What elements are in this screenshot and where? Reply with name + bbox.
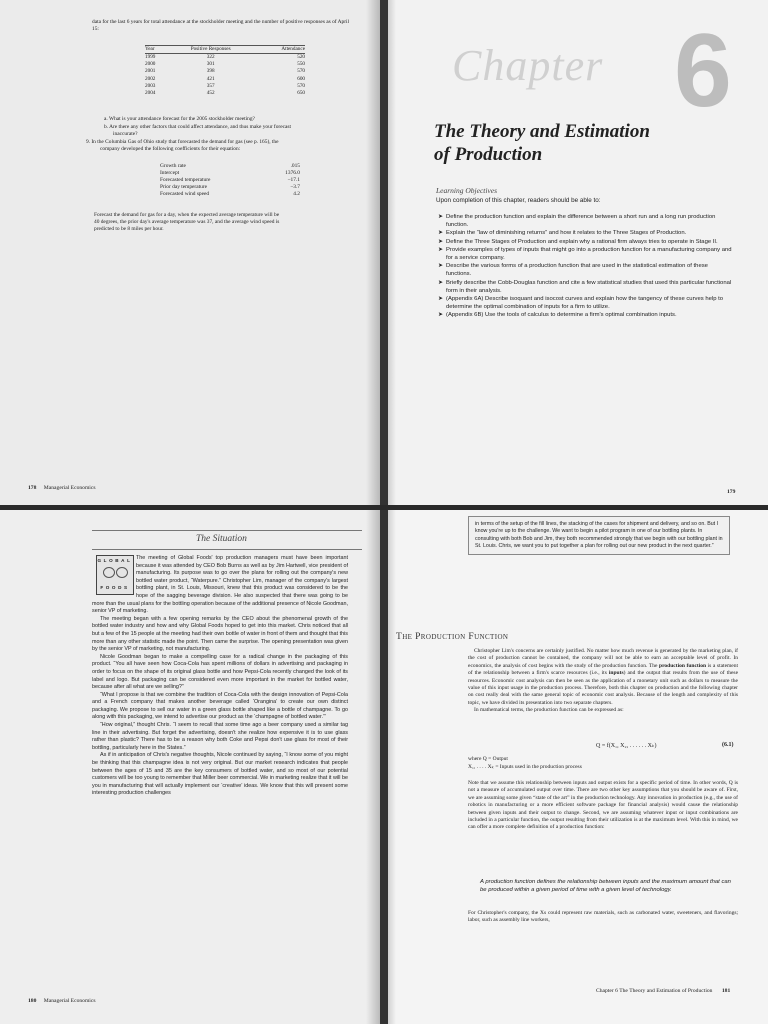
- table-cell: 2004: [145, 90, 156, 97]
- situation-continued-box: in terms of the setup of the fill lines, the stacking of the cases for shipment and delivery, and so on. But I know you're up to the challenge. We want to begin a pilot program in one of our bottling plants. In consulting with both Bob and Jim, they both recommended strongly that we begin with our bottling plant in St. Louis. Chris, we want you to put together a plan for rolling out our new product in the next quarter.”: [468, 516, 730, 555]
- arrow-bullet-icon: ➤: [438, 230, 443, 237]
- chapter-title: [434, 120, 650, 166]
- forecast-line1: Forecast the demand for gas for a day, when the expected average temperature will be: [94, 212, 280, 218]
- situation-paragraph: As if in anticipation of Chris's negative thoughts, Nicole continued by saying, “I know some of you might be thinking that this champagne idea is not very original. But our market research indicates that people between the ages of 15 and 35 are the key consumers of bottled water, and so most of our potential customers will be too young to remember that Miller beer commercial. We in marketing realize that it will be you in manufacturing that will actually implement our ‘creative’ ideas. We know that this will present some interesting production challenges: [92, 752, 348, 797]
- section-heading: The Production Function: [396, 632, 509, 642]
- equation: Q = f(X₁, X₂, . . . . . . Xₖ): [596, 743, 657, 749]
- table-row: [145, 90, 305, 97]
- table-row: [145, 68, 305, 75]
- coefficient-value: −17.1: [287, 177, 300, 184]
- objective-item: [438, 295, 734, 311]
- table-cell: 421: [206, 75, 215, 82]
- page-180: [0, 508, 384, 1024]
- objective-text: (Appendix 6A) Describe isoquant and isocost curves and explain how the tangency of these curves help to determine the optimal combination of inputs for a firm to utilize.: [446, 296, 724, 311]
- table-cell: 570: [297, 68, 305, 75]
- objective-item: [438, 213, 734, 229]
- page-footer: [596, 988, 730, 994]
- table-cell: 2003: [145, 82, 156, 89]
- coefficients-list: [160, 163, 300, 198]
- page-178: [0, 0, 384, 508]
- logo-top-text: GLOBAL: [97, 558, 133, 563]
- situation-body: [92, 555, 348, 798]
- coefficient-name: Forecasted wind speed: [160, 191, 210, 198]
- table-cell: 2000: [145, 61, 156, 68]
- table-cell: 322: [206, 54, 215, 60]
- arrow-bullet-icon: ➤: [438, 279, 443, 286]
- running-head: Managerial Economics: [43, 998, 96, 1004]
- table-row: [145, 61, 305, 68]
- situation-top-rule: [92, 530, 362, 531]
- objective-text: Describe the various forms of a production function that are used in the statistical estimation of these functions.: [446, 263, 708, 278]
- table-row: [145, 76, 305, 83]
- objective-item: [438, 229, 734, 237]
- table-cell: 452: [206, 90, 215, 97]
- col-positive-responses: Positive Responses: [167, 46, 253, 54]
- table-intro: data for the last 6 years for total attendance at the stockholder meeting and the number of positive responses as of April 15:: [92, 19, 350, 33]
- arrow-bullet-icon: ➤: [438, 263, 443, 270]
- objective-text: Define the production function and explain the difference between a short run and a long run production function.: [446, 214, 716, 229]
- coefficient-value: −3.7: [290, 184, 300, 191]
- running-head: Managerial Economics: [43, 485, 96, 491]
- situation-bottom-rule: [92, 549, 362, 550]
- arrow-bullet-icon: ➤: [438, 296, 443, 303]
- table-cell: 520: [297, 54, 305, 60]
- objectives-list: [438, 213, 734, 320]
- table-row: [145, 54, 305, 62]
- where-line-1: where Q = Output: [468, 756, 508, 762]
- table-cell: 650: [297, 90, 305, 97]
- coefficient-name: Forecasted temperature: [160, 177, 211, 184]
- coefficient-value: 4.2: [293, 191, 300, 198]
- objectives-heading: Learning Objectives: [436, 186, 498, 195]
- coefficient-value: 1376.0: [285, 170, 300, 177]
- table-row: [145, 83, 305, 90]
- term-production-function: production function: [659, 662, 707, 669]
- question-a: a. What is your attendance forecast for the 2005 stockholder meeting?: [104, 116, 255, 122]
- page-footer: [28, 998, 96, 1004]
- page-number: 181: [721, 988, 731, 994]
- objective-item: [438, 238, 734, 246]
- term-inputs: inputs: [608, 670, 624, 677]
- coefficient-row: [160, 163, 300, 170]
- arrow-bullet-icon: ➤: [438, 246, 443, 253]
- logo-bottom-text: FOODS: [100, 585, 130, 590]
- arrow-bullet-icon: ➤: [438, 214, 443, 220]
- forecast-line3: predicted to be 8 miles per hour.: [94, 226, 164, 232]
- equation-number: (6.1): [722, 742, 734, 748]
- situation-paragraph: The meeting began with a few opening remarks by the CEO about the phenomenal growth of the bottled water industry and how and why Global Foods hoped to get into this market. Chris noticed that all but a few of the 15 people at the meeting had their own bottle of water in front of them and thought that this more than any other statistic made the point. Then came the surprise. The opening presentation was given by the senior VP of marketing, not manufacturing.: [92, 615, 348, 653]
- table-header-row: [145, 46, 305, 54]
- title-line-1: The Theory and Estimation: [434, 121, 650, 142]
- table-cell: 600: [297, 75, 305, 82]
- paragraph-2: In mathematical terms, the production function can be expressed as:: [474, 707, 624, 714]
- objective-text: Briefly describe the Cobb-Douglas function and cite a few statistical studies that used this particular functional form in their analysis.: [446, 279, 732, 294]
- table-cell: 2002: [145, 75, 156, 82]
- question-9-line2: company developed the following coefficients for their equation:: [100, 146, 241, 152]
- objectives-intro: Upon completion of this chapter, readers should be able to:: [436, 197, 601, 204]
- objective-text: Provide examples of types of inputs that might go into a production function for a manufacturing company and for a service company.: [446, 246, 732, 262]
- spread-separator: [0, 505, 768, 510]
- production-function-text: [468, 648, 738, 715]
- title-line-2: of Production: [434, 144, 543, 165]
- page-181: [384, 508, 768, 1024]
- paragraph-1: Christopher Lim's concerns are certainly justified. No matter how much revenue is generated by the marketing plan, if the cost of production cannot be contained, the company will not be able to earn an acceptable level of profit. In economics, the analysis of cost begins with the study of the production function. The production function is a statement of the relationship between a firm's scarce resources (i.e., its inputs) and the output that results from the use of these resources. Economic cost analysis can then be seen as the application of a monetary unit such as dollars to measure the value of this input usage in the production process. Therefore, both this chapter on production and the following chapter on cost really deal with the same general topic of economic cost analysis. Because of the length and complexity of this topic, we have divided its presentation into two separate chapters.: [468, 648, 739, 706]
- objective-text: (Appendix 6B) Use the tools of calculus to determine a firm's optimal combination inputs.: [446, 312, 677, 319]
- coefficient-value: .015: [290, 163, 300, 169]
- running-head: Chapter 6 The Theory and Estimation of Production: [596, 988, 713, 994]
- coefficient-row: [160, 191, 300, 198]
- book-gutter: [380, 0, 388, 1024]
- situation-title: The Situation: [196, 534, 247, 544]
- objective-item: [438, 262, 734, 278]
- page-number: 179: [727, 489, 736, 495]
- col-year: Year: [145, 46, 167, 54]
- table-cell: 398: [206, 68, 215, 75]
- table-cell: 2001: [145, 68, 156, 75]
- objective-item: [438, 246, 734, 262]
- coefficient-name: Prior day temperature: [160, 184, 207, 191]
- question-9-line1: 9. In the Columbia Gas of Ohio study that forecasted the demand for gas (see p. 165), the: [86, 139, 279, 145]
- table-cell: 570: [297, 82, 305, 89]
- coefficient-row: [160, 170, 300, 177]
- question-b-line1: b. Are there any other factors that could affect attendance, and thus make your forecast: [104, 124, 291, 130]
- table-cell: 301: [206, 61, 215, 68]
- coefficient-name: Growth rate: [160, 163, 186, 169]
- coefficient-row: [160, 177, 300, 184]
- question-b-line2: inaccurate?: [113, 131, 138, 137]
- arrow-bullet-icon: ➤: [438, 312, 443, 319]
- table-cell: 550: [297, 61, 305, 68]
- situation-paragraph: The meeting of Global Foods' top production managers must have been important because it was attended by CEO Bob Burns as well as by Jim Hartwell, vice president of manufacturing. Its purpose was to go over the plans for rolling out the company's new bottled water product, “Waterpure.” Christopher Lim, manager of the company's largest bottling plant, in St. Louis, Missouri, knew that this product was considered to be the hope of the sagging beverage division. He also suspected that there was going to be more than the usual plans for the bottling operation because of the additional presence of Nicole Goodman, senior VP of marketing.: [92, 555, 348, 615]
- objective-text: Define the Three Stages of Production and explain why a rational firm always tries to operate in Stage II.: [446, 238, 718, 245]
- page-number: 180: [28, 998, 37, 1004]
- objective-item: [438, 279, 734, 295]
- paragraph-3: Note that we assume this relationship between inputs and output exists for a specific period of time. In other words, Q is not a measure of accumulated output over time. There are two other key assumptions that you should be aware of. First, we are assuming some given “state of the art” in the production technology. Any innovation in production (e.g., the use of robotics in manufacturing or a more efficient software package for financial analysis) would cause the relationship between given inputs and their output to change. Second, we are assuming whatever input or input combinations are included in a particular function, the output resulting from their utilization is at the maximum level. With this in mind, we can offer a more complete definition of a production function:: [468, 780, 738, 831]
- paragraph-4: For Christopher's company, the Xs could represent raw materials, such as carbonated water, sweeteners, and flavorings; labor, such as assembly line workers,: [468, 910, 738, 924]
- where-line-2: X₁, . . . . Xₖ = Inputs used in the production process: [468, 764, 582, 770]
- coefficient-row: [160, 184, 300, 191]
- production-function-definition: A production function defines the relationship between inputs and the maximum amount that can be produced within a given period of time with a given level of technology.: [480, 879, 731, 893]
- logo-spacer: [92, 555, 136, 595]
- situation-paragraph: “What I propose is that we combine the tradition of Coca-Cola with the design innovation of Pepsi-Cola and a French company that makes another beverage called ‘Orangina’ to create our own distinct packaging. We propose to sell our water in a green glass bottle shaped like a bottle of champagne. To go along with this packaging, we intend to advertise our product as the ‘champagne of bottled water.’”: [92, 691, 348, 721]
- forecast-line2: 40 degrees, the prior day's average temperature was 37, and the average wind speed is: [94, 219, 280, 225]
- arrow-bullet-icon: ➤: [438, 238, 443, 245]
- objective-text: Explain the “law of diminishing returns” and how it relates to the Three Stages of Production.: [446, 230, 687, 237]
- coefficient-name: Intercept: [160, 170, 180, 177]
- table-cell: 357: [206, 82, 215, 89]
- situation-paragraph: Nicole Goodman began to make a compelling case for a radical change in the packaging of this product. “You all have seen how Coca-Cola has spent millions of dollars in advertising and packaging in order to focus on the shape of its original glass bottle and how Pepsi-Cola recently changed the look of its label and logo. But packaging can be considered even more important in the market for bottled water, because after all what are we selling?”: [92, 653, 348, 691]
- col-attendance: Attendance: [254, 46, 305, 54]
- page-number: 178: [28, 485, 37, 491]
- table-cell: 1999: [145, 54, 156, 60]
- attendance-table: [145, 45, 305, 97]
- page-179: [384, 0, 768, 508]
- page-footer: [28, 485, 96, 491]
- situation-paragraph: “How original,” thought Chris. “I seem to recall that some time ago a beer company used a similar tag line in their advertising. But forget the advertising, doesn't she realize how expensive it is to use glass rather than plastic? There has to be a reason why both Coke and Pepsi don't use glass for most of their bottling, particularly here in the States.”: [92, 722, 348, 751]
- chapter-word: Chapter: [452, 41, 604, 90]
- objective-item: [438, 311, 734, 319]
- chapter-number: 6: [674, 13, 732, 129]
